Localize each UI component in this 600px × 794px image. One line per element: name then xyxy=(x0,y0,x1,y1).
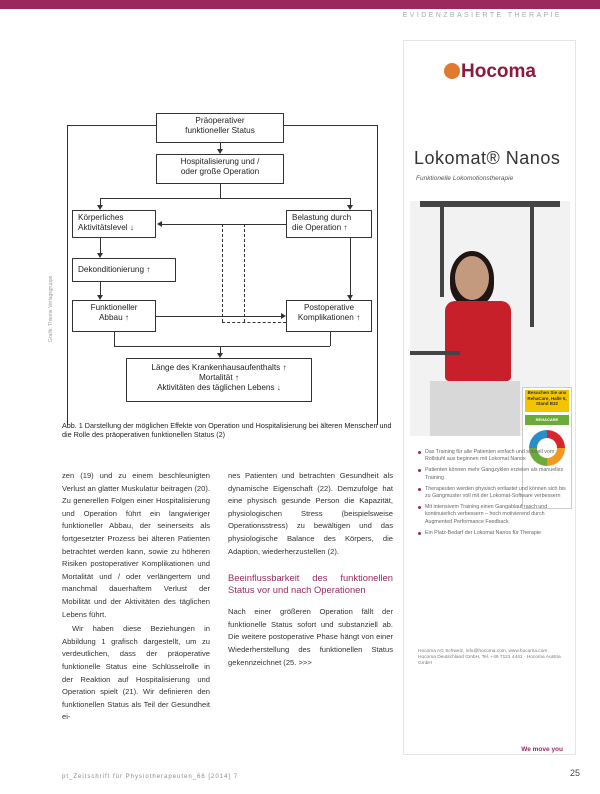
article-column-2 xyxy=(228,470,393,671)
badge-brand: REHACARE xyxy=(525,415,569,425)
product-photo xyxy=(410,201,570,436)
box-hospitalisation: Hospitalisierung und / oder große Operation xyxy=(156,154,284,184)
box-preop-status: Präoperativer funktioneller Status xyxy=(156,113,284,143)
hocoma-logo-icon xyxy=(444,63,460,79)
article-column-1 xyxy=(62,470,210,726)
paragraph: nes Patienten und betrachten Gesundheit als dynamische Eigenschaft (22). Demzufolge hat eine physisch gesunde Person die Kapazität, physiologischen Stress (beispielsweise Operationsstress) zu bewältigen und das physiologische Balance des Körpers, die Adaption, wiederherzustellen (2). xyxy=(228,471,393,556)
product-title: Lokomat® Nanos xyxy=(414,148,561,168)
top-color-bar xyxy=(0,0,600,9)
box-postop-komplikationen: Postoperative Komplikationen ↑ xyxy=(286,300,372,332)
list-item: Ein Platz-Bedarf der Lokomat Nanos für Therapie xyxy=(418,530,570,537)
box-dekonditionierung: Dekonditionierung ↑ xyxy=(72,258,176,282)
slogan: We move you xyxy=(521,746,563,753)
paragraph: zen (19) und zu einem beschleunigten Verlust an glatter Muskulatur beitragen (20). Zu generellen Folgen einer Hospitalisierung und Operation führt ein langwieriger funktioneller Abbau, der seinerseits als fortgesetzter Prozess bei älteren Patienten betrachtet werden kann, sowie zu höheren Risiken postoperativer Komplikationen und Mortalität und / oder verlängertem und manchmal dauerhaftem Verlust der Mobilität und der Aktivitäten des täglichen Lebens führt. xyxy=(62,471,210,619)
list-item: Das Training für alle Patienten einfach und schnell vom Rollstuhl aus beginnen mit Lokomat Nanos xyxy=(418,449,570,463)
paragraph: Nach einer größeren Operation fällt der funktionelle Status sofort und substanziell ab. Die weitere postoperative Phase hängt von einer Wiederherstellung des funktionellen Status gekennzeichnet (25. >>> xyxy=(228,607,393,667)
box-funktioneller-abbau: Funktioneller Abbau ↑ xyxy=(72,300,156,332)
box-belastung: Belastung durch die Operation ↑ xyxy=(286,210,372,238)
flow-diagram xyxy=(62,103,392,419)
page-number: 25 xyxy=(569,768,580,778)
list-item: Patienten können mehr Gangzyklen erzielen als manuelles Training xyxy=(418,467,570,481)
hocoma-advertisement xyxy=(403,40,576,755)
brand-logo: Hocoma xyxy=(461,61,536,82)
product-tagline: Funktionelle Lokomotionstherapie xyxy=(416,175,514,182)
list-item: Mit intensivem Training einen Gangablauf rasch und kontinuierlich verbessern – hoch motivierend durch Augmented Performance Feedback xyxy=(418,504,570,526)
feature-list xyxy=(418,449,570,541)
section-heading: Beeinflussbarkeit des funktionellen Status vor und nach Operationen xyxy=(228,572,393,596)
paragraph: Wir haben diese Beziehungen in Abbildung 1 grafisch dargestellt, um zu verdeutlichen, dass der präoperative funktionelle Status eine Schlüsselrolle in der Reaktion auf Hospitalisierung und Operation spielt (21). Wir definieren den funktionellen Status als Teil der Gesundheit ei- xyxy=(62,624,210,722)
badge-text: Besuchen Sie uns RehaCare, Halle 5, Stand B32 xyxy=(525,390,569,412)
running-title: EVIDENZBASIERTE THERAPIE xyxy=(402,12,562,19)
contact-info: Hocoma AG Schweiz, info@hocoma.com, www.hocoma.com · Hocoma Deutschland GmbH, Tel. +49 7121 4441 · Hocoma Austria GmbH xyxy=(418,649,561,667)
image-credit: Grafik: Thieme Verlagsgruppe xyxy=(48,275,54,342)
box-aktivitaetslevel: Körperliches Aktivitätslevel ↓ xyxy=(72,210,156,238)
box-outcomes: Länge des Krankenhausaufenthalts ↑ Mortalität ↑ Aktivitäten des täglichen Lebens ↓ xyxy=(126,358,312,402)
journal-footer: pt_Zeitschrift für Physiotherapeuten_66 [2014] 7 xyxy=(62,774,239,780)
list-item: Therapeuten werden physisch entlastet und können sich bis zu Gangmuster voll mit der Lokomat-Software verbessern xyxy=(418,486,570,500)
figure-caption: Abb. 1 Darstellung der möglichen Effekte von Operation und Hospitalisierung bei älteren Menschen und die Rolle des präoperativen funktionellen Status (2) xyxy=(62,421,392,439)
